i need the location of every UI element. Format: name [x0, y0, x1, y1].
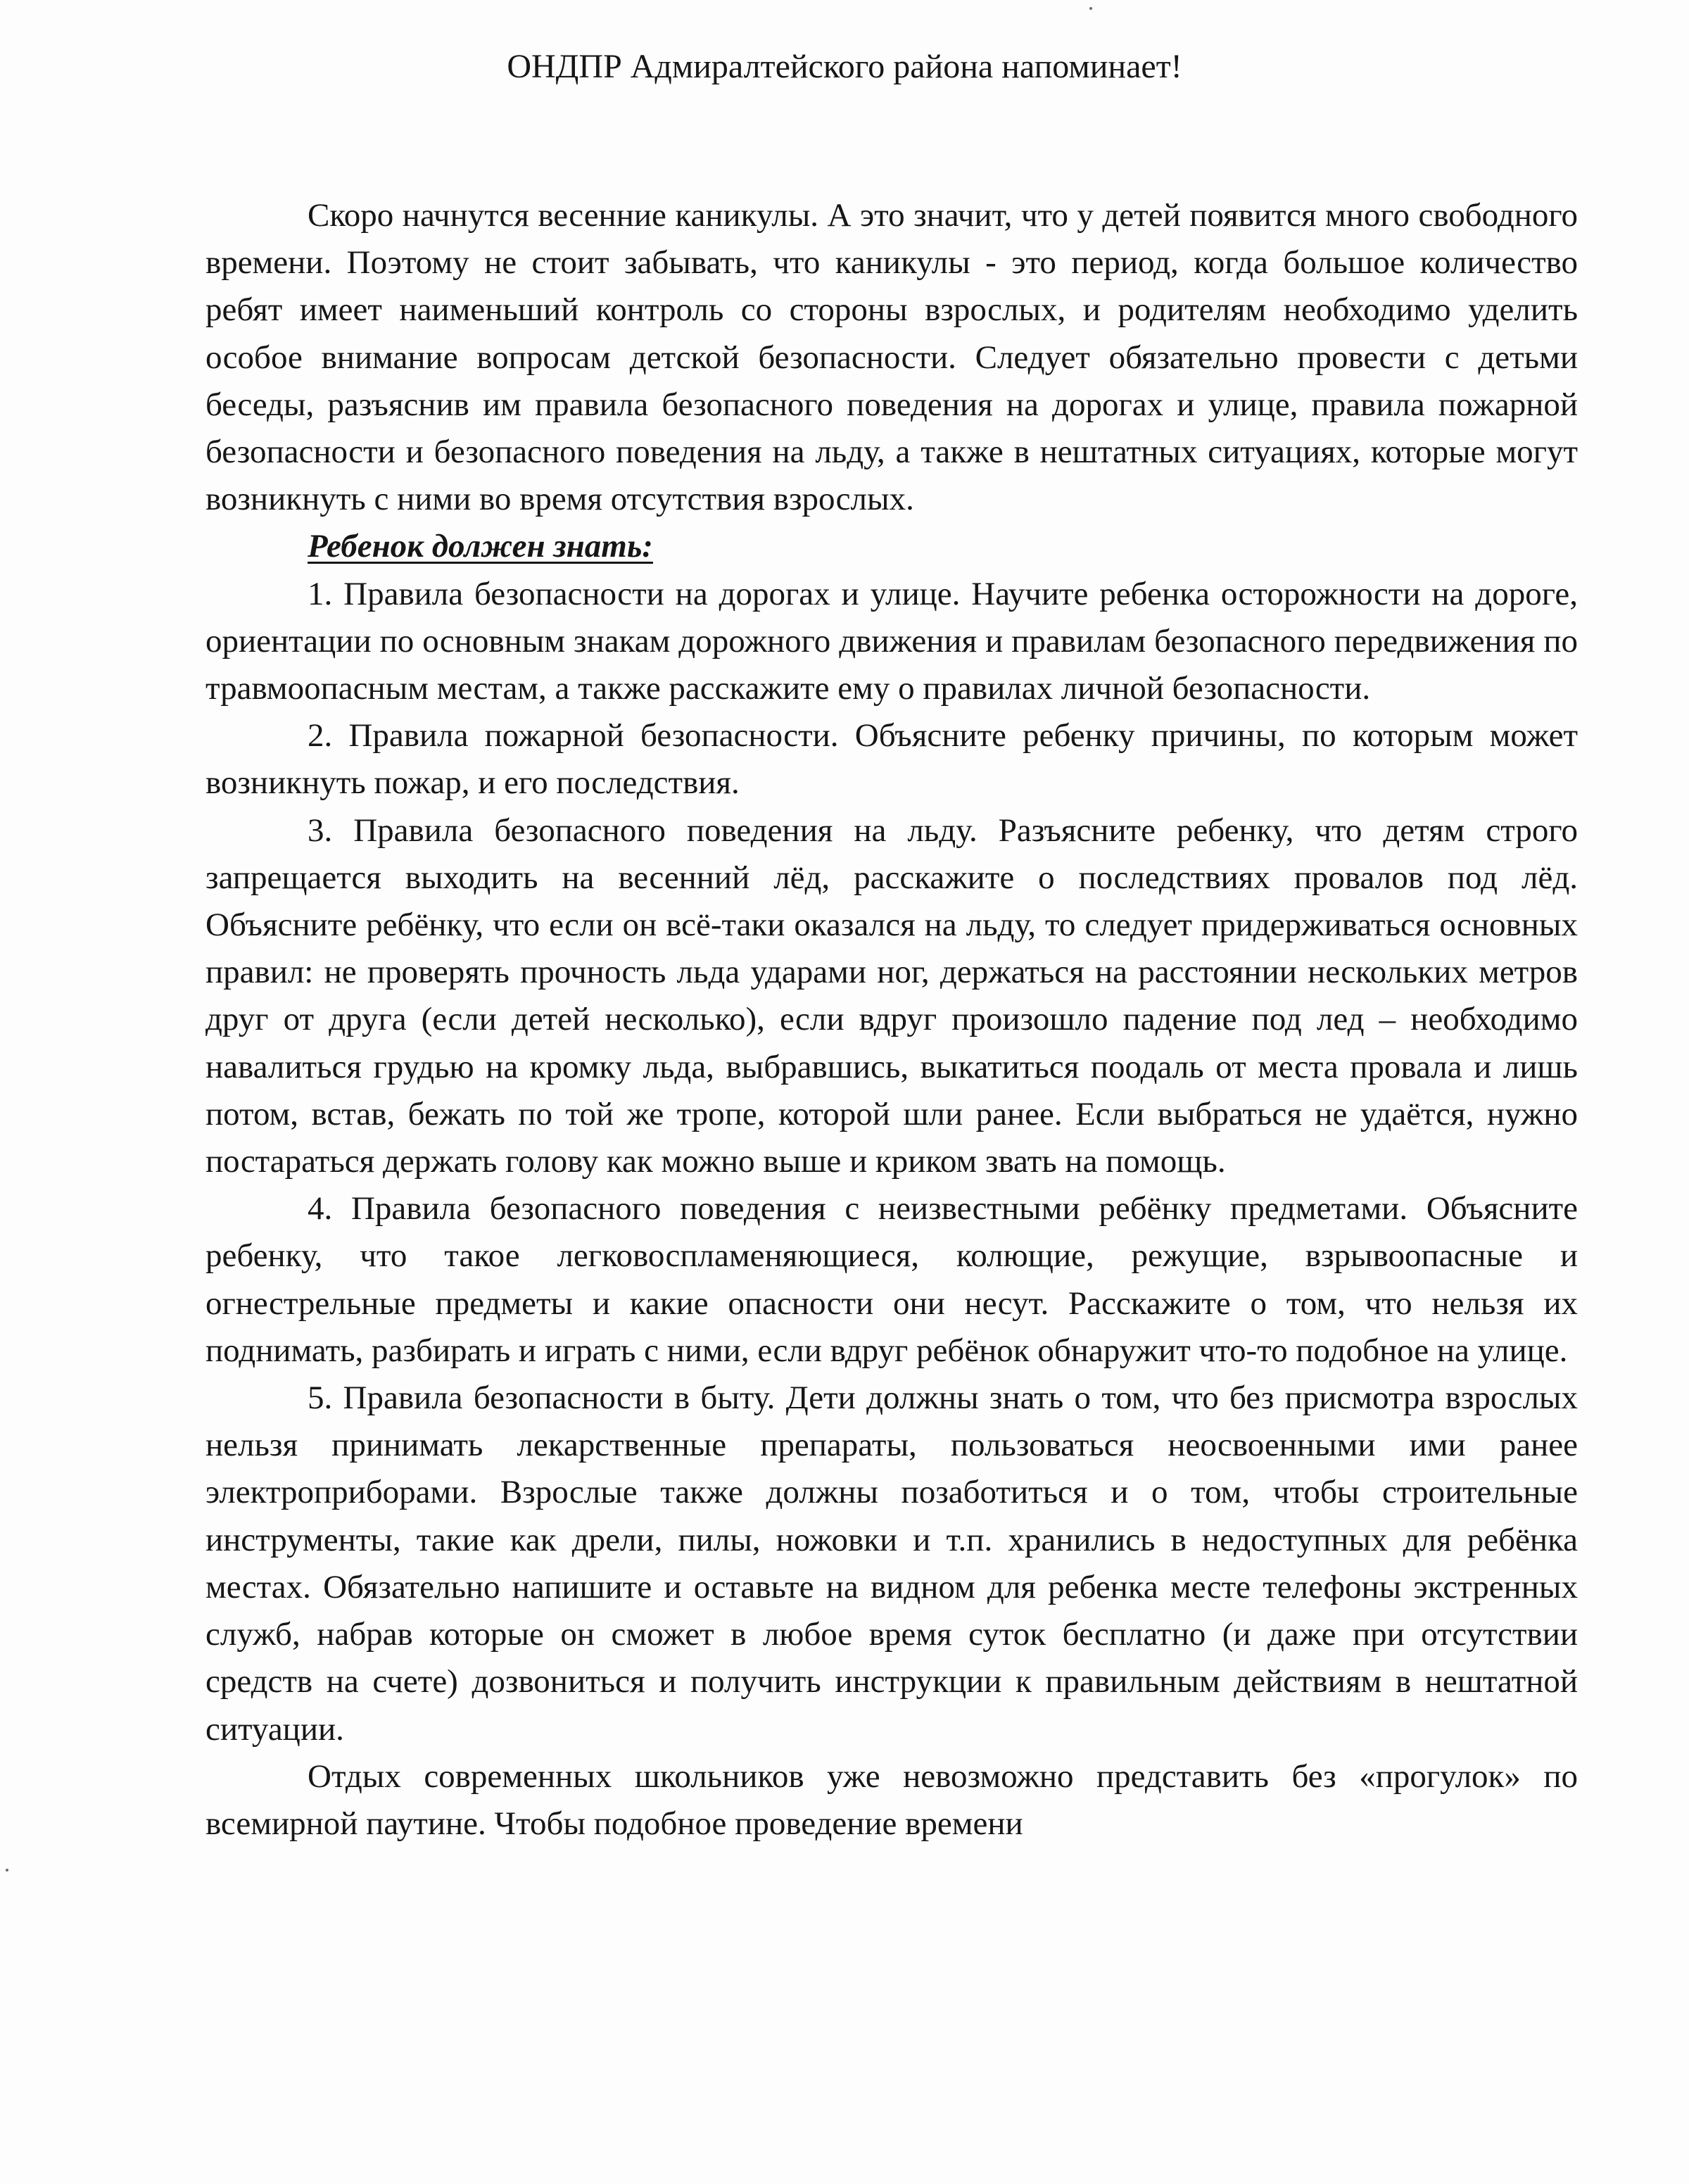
list-item: 3. Правила безопасного поведения на льду. Разъясните ребенку, что детям строго запрещается выходить на весенний лёд, расскажите о последствиях провалов под лёд. Объясните ребёнку, что если он всё-таки оказался на льду, то следует придерживаться основных правил: не проверять прочность льда ударами ног, держаться на расстоянии нескольких метров друг от друга (если детей несколько), если вдруг произошло падение под лед – необходимо навалиться грудью на кромку льда, выбравшись, выкатиться поодаль от места провала и лишь потом, встав, бежать по той же тропе, которой шли ранее. Если выбраться не удаётся, нужно постараться держать голову как можно выше и криком звать на помощь.	[205, 812, 1578, 1180]
closing-paragraph: Отдых современных школьников уже невозможно представить без «прогулок» по всемирной паутине. Чтобы подобное проведение времени	[205, 1757, 1578, 1842]
document-body	[205, 192, 1578, 1848]
list-item: 2. Правила пожарной безопасности. Объясните ребенку причины, по которым может возникнуть пожар, и его последствия.	[205, 717, 1578, 802]
scan-speck	[1089, 7, 1092, 10]
intro-paragraph: Скоро начнутся весенние каникулы. А это значит, что у детей появится много свободного времени. Поэтому не стоит забывать, что каникулы - это период, когда большое количество ребят имеет наименьший контроль со стороны взрослых, и родителям необходимо уделить особое внимание вопросам детской безопасности. Следует обязательно провести с детьми беседы, разъяснив им правила безопасного поведения на дорогах и улице, правила пожарной безопасности и безопасного поведения на льду, а также в нештатных ситуациях, которые могут возникнуть с ними во время отсутствия взрослых.	[205, 197, 1578, 518]
scan-speck	[6, 1869, 8, 1871]
list-item: 1. Правила безопасности на дорогах и улице. Научите ребенка осторожности на дороге, ориентации по основным знакам дорожного движения и правилам безопасного передвижения по травмоопасным местам, а также расскажите ему о правилах личной безопасности.	[205, 575, 1578, 707]
subheading: Ребенок должен знать:	[308, 528, 653, 565]
document-title: ОНДПР Адмиралтейского района напоминает!	[507, 48, 1182, 85]
list-item: 4. Правила безопасного поведения с неизвестными ребёнку предметами. Объясните ребенку, что такое легковоспламеняющиеся, колющие, режущие, взрывоопасные и огнестрельные предметы и какие опасности они несут. Расскажите о том, что нельзя их поднимать, разбирать и играть с ними, если вдруг ребёнок обнаружит что-то подобное на улице.	[205, 1190, 1578, 1369]
list-item: 5. Правила безопасности в быту. Дети должны знать о том, что без присмотра взрослых нельзя принимать лекарственные препараты, пользоваться неосвоенными ими ранее электроприборами. Взрослые также должны позаботиться и о том, чтобы строительные инструменты, такие как дрели, пилы, ножовки и т.п. хранились в недоступных для ребёнка местах. Обязательно напишите и оставьте на видном для ребенка месте телефоны экстренных служб, набрав которые он сможет в любое время суток бесплатно (и даже при отсутствии средств на счете) дозвониться и получить инструкции к правильным действиям в нештатной ситуации.	[205, 1380, 1578, 1748]
